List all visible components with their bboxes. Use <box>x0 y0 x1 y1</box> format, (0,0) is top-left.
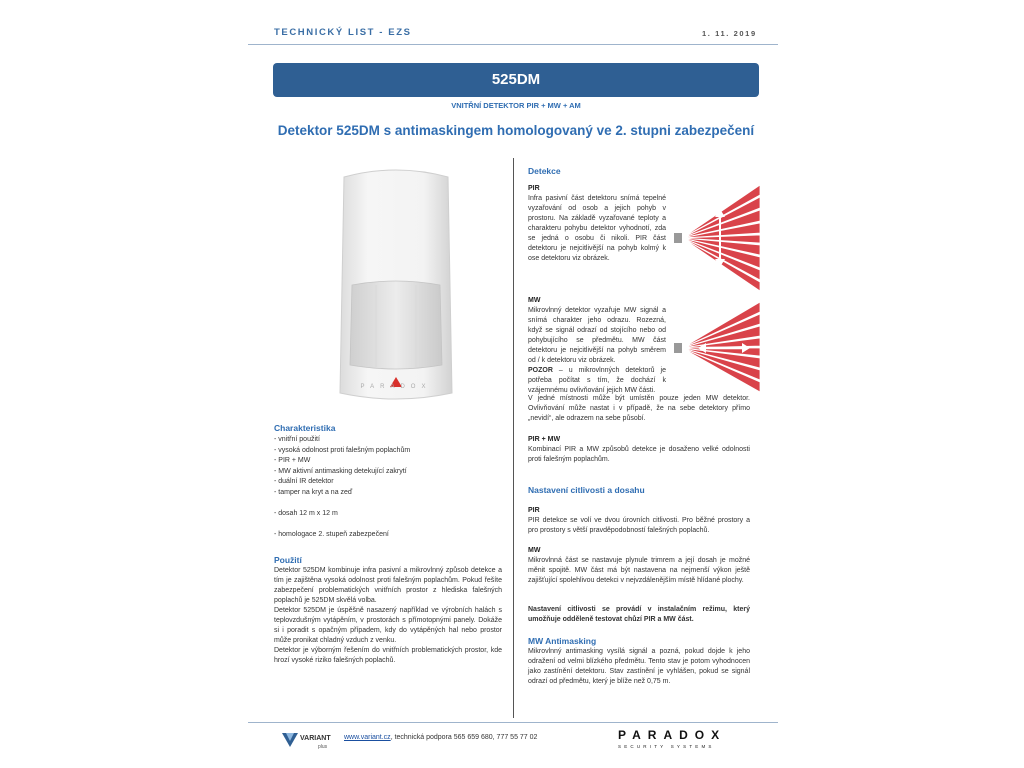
detection-heading: Detekce <box>528 166 561 176</box>
variant-logo-text: VARIANT <box>300 735 331 742</box>
paradox-logo <box>618 729 752 751</box>
detection-pir-heading: PIR <box>528 185 540 192</box>
usage-heading: Použití <box>274 555 302 565</box>
pir-detection-diagram <box>672 183 764 293</box>
sensitivity-mw-text: Mikrovlnná část se nastavuje plynule trimrem a její dosah je možné měnit spojitě. MW část má být nastavena na nejmenší výkon ještě zajišťující spolehlivou detekci v nejvzdálenějším místě hlídané plochy. <box>528 557 750 584</box>
list-item: - duální IR detektor <box>274 478 334 486</box>
detection-mw-block <box>528 306 666 396</box>
antimasking-heading: MW Antimasking <box>528 636 597 646</box>
header-divider <box>248 44 778 45</box>
list-item <box>274 499 504 510</box>
detection-pir-text: Infra pasivní část detektoru snímá tepelné vyzařování od osob a jejich pohyb v prostoru. Na základě vyzařované teploty a charakteru pohybu detektor vyhodnotí, zda se jedná o osobu či nikoli. PIR část detektoru je nejcitlivější na pohyb kolmý k ose detektoru viz obrázek. <box>528 195 666 262</box>
list-item: - MW aktivní antimasking detekující zakrytí <box>274 467 407 475</box>
list-item <box>274 520 504 531</box>
list-item: - vysoká odolnost proti falešným poplachům <box>274 446 411 454</box>
detection-warning <box>528 366 666 396</box>
list-item: - tamper na kryt a na zeď <box>274 488 353 496</box>
document-date: 1. 11. 2019 <box>702 29 757 38</box>
column-divider <box>513 158 514 718</box>
document-header-title: TECHNICKÝ LIST - EZS <box>274 27 412 38</box>
main-title: Detektor 525DM s antimaskingem homologovaný ve 2. stupni zabezpečení <box>277 123 755 138</box>
variant-logo <box>280 729 340 751</box>
list-item: - vnitřní použití <box>274 436 320 443</box>
paradox-logo-text: PARADOX <box>618 728 727 742</box>
footer-divider <box>248 722 778 723</box>
sensitivity-pir-heading: PIR <box>528 507 540 514</box>
antimasking-text: Mikrovlnný antimasking vysílá signál a pozná, pokud dojde k jeho odražení od velmi blízkého předmětu. Tento stav je potom vyhodnocen jako zastínění detektoru. Stav zastínění je vyhlášen, pokud se signál odrazí od předmětu, který je blíže než 0,75 m. <box>528 648 750 685</box>
product-logo-text: PARADOX <box>360 384 432 390</box>
warning-label: POZOR <box>528 367 553 374</box>
product-subtitle: VNITŘNÍ DETEKTOR PIR + MW + AM <box>451 101 581 110</box>
paradox-logo-sub: SECURITY SYSTEMS <box>618 744 715 749</box>
combo-text: Kombinací PIR a MW způsobů detekce je dosaženo velké odolnosti proti falešným poplachům. <box>528 446 750 463</box>
list-item: - homologace 2. stupeň zabezpečení <box>274 531 389 539</box>
sensitivity-note: Nastavení citlivosti se provádí v instalačním režimu, který umožňuje odděleně testovat chůzí PIR a MW část. <box>528 606 750 623</box>
usage-text <box>274 566 502 666</box>
model-banner: 525DM <box>273 63 759 97</box>
detection-mw-heading: MW <box>528 297 541 304</box>
characteristics-heading: Charakteristika <box>274 423 336 433</box>
detection-mw-text: Mikrovlnný detektor vyzařuje MW signál a snímá charakter jeho odrazu. Rozezná, když se signál odrazí od stojícího nebo od pohybujícího se předmětu. MW část detektoru je nejcitlivější na pohyb směrem od / k detektoru viz obrázek. <box>528 307 666 364</box>
variant-logo-sub: plus <box>318 744 328 750</box>
sensitivity-heading: Nastavení citlivosti a dosahu <box>528 485 645 495</box>
warning-text: – u mikrovlnných detektorů je potřeba počítat s tím, že dochází k vzájemnému ovlivňování jejich MW části. <box>528 367 666 394</box>
detector-product-image <box>336 165 456 405</box>
combo-heading: PIR + MW <box>528 436 561 443</box>
sensitivity-pir-text: PIR detekce se volí ve dvou úrovních citlivosti. Pro běžné prostory a pro prostory s větší pravděpodobností falešných poplachů. <box>528 517 750 534</box>
sensitivity-mw-heading: MW <box>528 547 541 554</box>
detection-warning-continued: V jedné místnosti může být umístěn pouze jeden MW detektor. Ovlivňování může nastat i v případě, že na sebe detektory přímo „nevidí“, ale odrazem na sebe působí. <box>528 395 750 422</box>
mw-detection-diagram <box>672 300 764 400</box>
website-link[interactable]: www.variant.cz <box>344 734 391 741</box>
contact-text: , technická podpora 565 659 680, 777 55 77 02 <box>390 734 538 741</box>
characteristics-list <box>274 435 504 541</box>
usage-paragraph: Detektor 525DM kombinuje infra pasivní a mikrovlnný způsob detekce a tím je zajištěna vysoká odolnost proti falešným poplachům. Pokud řešíte zabezpečení problematických vnitřních prostor z hlediska falešných poplachů je 525DM skvělá volba. <box>274 567 502 604</box>
usage-paragraph: Detektor je výborným řešením do vnitřních problematických prostor, kde hrozí vysoké riziko falešných poplachů. <box>274 647 502 664</box>
usage-paragraph: Detektor 525DM je úspěšně nasazený například ve výrobních halách s teplovzdušným vytápěním, v prostorách s přímotopnými panely. Dokáže si i poradit s opačným případem, kdy do vytápěných hal nebo prostor může pronikat chladný vzduch z venku. <box>274 607 502 644</box>
list-item: - dosah 12 m x 12 m <box>274 510 338 518</box>
list-item: - PIR + MW <box>274 457 311 465</box>
footer-contact <box>344 734 537 741</box>
